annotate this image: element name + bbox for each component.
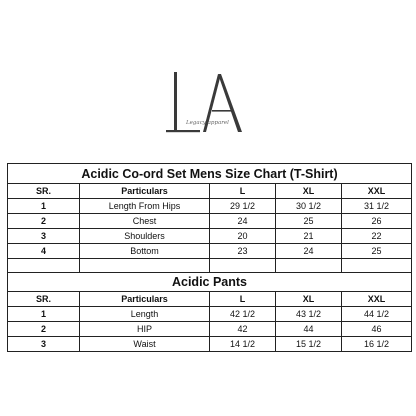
size-xxl-cell: 26 [342, 214, 412, 229]
pants-header-row [8, 292, 412, 307]
tshirt-title-row [8, 164, 412, 184]
header-xxl: XXL [342, 184, 412, 199]
particular-cell: HIP [80, 322, 210, 337]
header-xxl: XXL [342, 292, 412, 307]
header-sr: SR. [8, 292, 80, 307]
spacer-cell [276, 259, 342, 273]
header-l: L [210, 184, 276, 199]
size-l-cell: 42 1/2 [210, 307, 276, 322]
size-l-cell: 29 1/2 [210, 199, 276, 214]
spacer-cell [80, 259, 210, 273]
table-row [8, 322, 412, 337]
size-xl-cell: 21 [276, 229, 342, 244]
size-xl-cell: 15 1/2 [276, 337, 342, 352]
sr-cell: 1 [8, 307, 80, 322]
size-xxl-cell: 16 1/2 [342, 337, 412, 352]
size-xl-cell: 43 1/2 [276, 307, 342, 322]
size-xl-cell: 24 [276, 244, 342, 259]
header-xl: XL [276, 184, 342, 199]
header-l: L [210, 292, 276, 307]
header-sr: SR. [8, 184, 80, 199]
sr-cell: 3 [8, 229, 80, 244]
particular-cell: Chest [80, 214, 210, 229]
table-row [8, 229, 412, 244]
tshirt-header-row [8, 184, 412, 199]
table-row [8, 244, 412, 259]
size-chart-table [7, 163, 412, 352]
size-l-cell: 42 [210, 322, 276, 337]
table-row [8, 199, 412, 214]
particular-cell: Length [80, 307, 210, 322]
spacer-cell [210, 259, 276, 273]
spacer-cell [8, 259, 80, 273]
table-row [8, 337, 412, 352]
particular-cell: Shoulders [80, 229, 210, 244]
spacer-row [8, 259, 412, 273]
sr-cell: 2 [8, 214, 80, 229]
particular-cell: Length From Hips [80, 199, 210, 214]
table-row [8, 307, 412, 322]
size-xl-cell: 25 [276, 214, 342, 229]
brand-logo-graphic [150, 66, 270, 146]
header-xl: XL [276, 292, 342, 307]
brand-tagline: Legacy apparel [186, 120, 229, 126]
size-xl-cell: 44 [276, 322, 342, 337]
pants-table-title: Acidic Pants [8, 273, 412, 292]
size-xxl-cell: 44 1/2 [342, 307, 412, 322]
header-particulars: Particulars [80, 292, 210, 307]
size-xxl-cell: 22 [342, 229, 412, 244]
sr-cell: 3 [8, 337, 80, 352]
sr-cell: 4 [8, 244, 80, 259]
particular-cell: Waist [80, 337, 210, 352]
sr-cell: 2 [8, 322, 80, 337]
size-l-cell: 14 1/2 [210, 337, 276, 352]
table-row [8, 214, 412, 229]
size-xxl-cell: 31 1/2 [342, 199, 412, 214]
pants-title-row [8, 273, 412, 292]
brand-logo [150, 66, 270, 146]
sr-cell: 1 [8, 199, 80, 214]
size-xxl-cell: 25 [342, 244, 412, 259]
tshirt-table-title: Acidic Co-ord Set Mens Size Chart (T-Shirt) [8, 164, 412, 184]
particular-cell: Bottom [80, 244, 210, 259]
size-l-cell: 23 [210, 244, 276, 259]
size-l-cell: 24 [210, 214, 276, 229]
size-xl-cell: 30 1/2 [276, 199, 342, 214]
header-particulars: Particulars [80, 184, 210, 199]
size-xxl-cell: 46 [342, 322, 412, 337]
size-l-cell: 20 [210, 229, 276, 244]
spacer-cell [342, 259, 412, 273]
